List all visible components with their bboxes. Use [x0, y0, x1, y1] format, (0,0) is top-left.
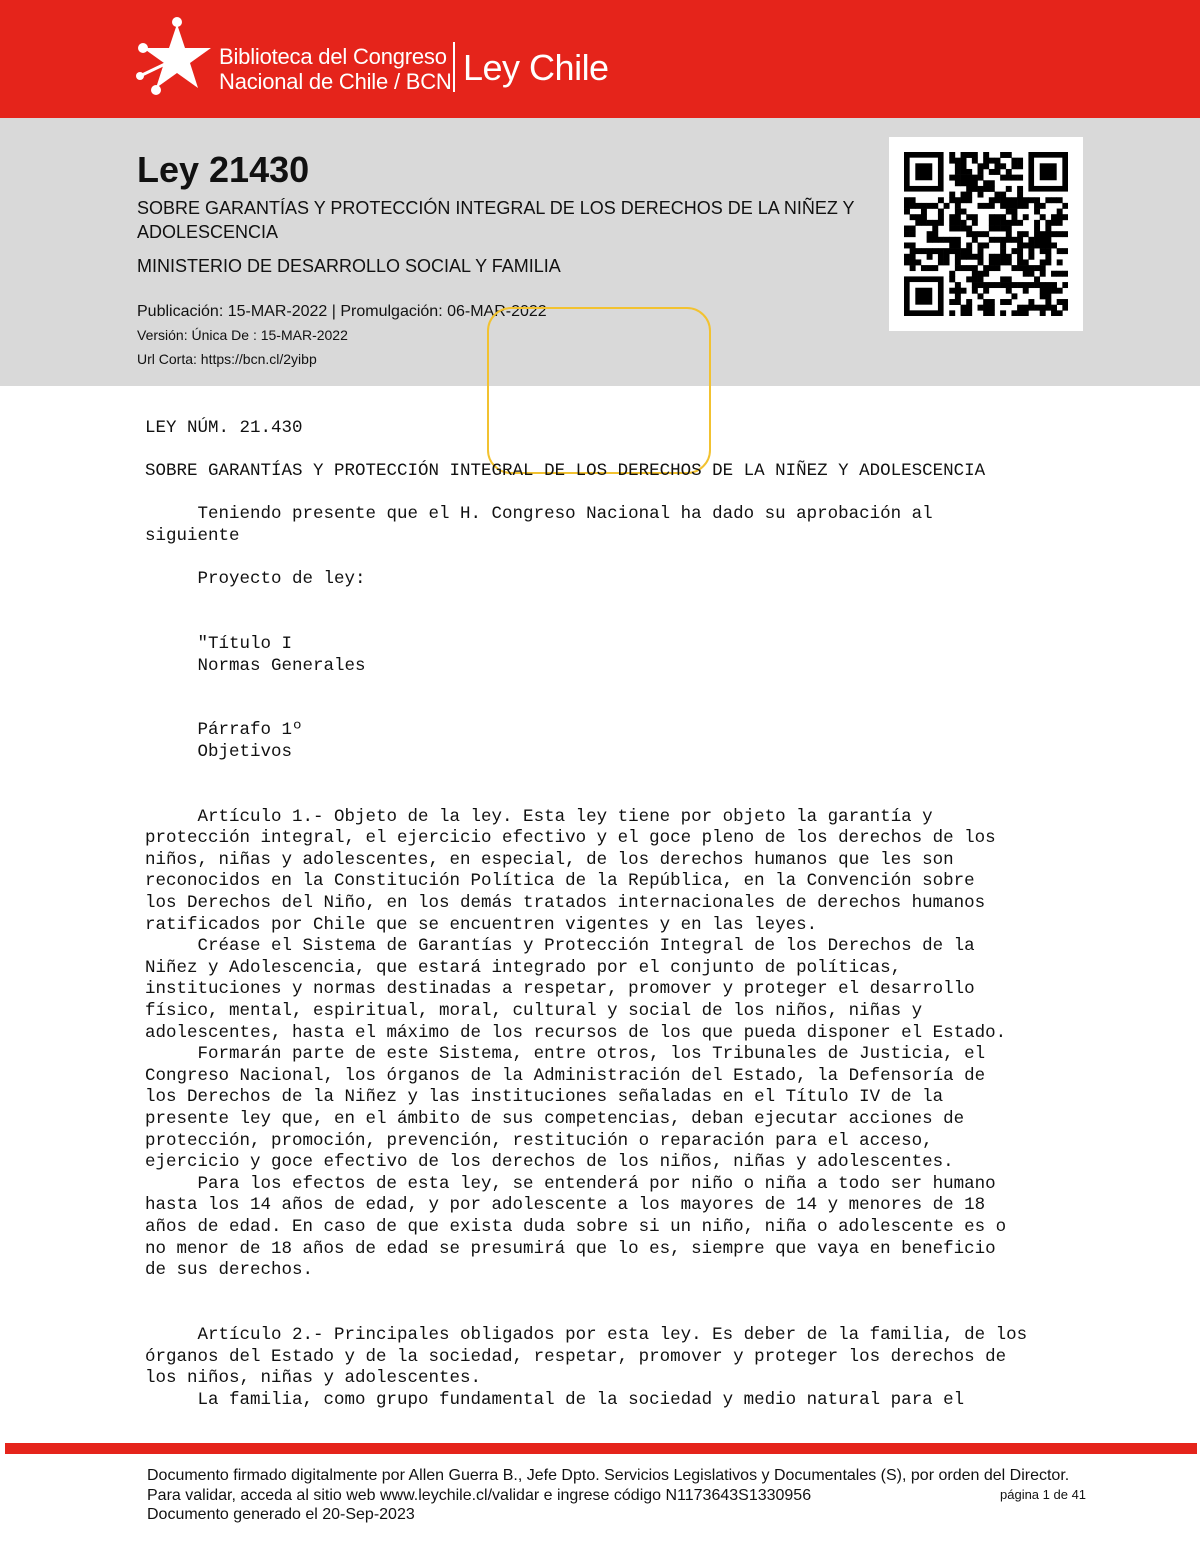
body-line: Artículo 2.- Principales obligados por esta ley. Es deber de la familia, de los	[145, 1324, 1028, 1345]
body-line	[145, 548, 1145, 570]
top-banner	[0, 0, 1200, 118]
body-line: no menor de 18 años de edad se presumirá que lo es, siempre que vaya en beneficio	[145, 1238, 996, 1259]
body-line: años de edad. En caso de que exista duda sobre si un niño, niña o adolescente es o	[145, 1216, 1007, 1237]
body-line: Congreso Nacional, los órganos de la Administración del Estado, la Defensoría de	[145, 1065, 986, 1086]
footer-bar	[5, 1443, 1197, 1454]
logo-brand: Ley Chile	[463, 47, 609, 88]
body-line	[145, 1303, 1145, 1325]
body-line: físico, mental, espiritual, moral, cultural y social de los niños, niñas y	[145, 1001, 923, 1022]
body-line: órganos del Estado y de la sociedad, respetar, promover y proteger los derechos de	[145, 1346, 1007, 1367]
body-line: ratificados por Chile que se encuentren vigentes y en las leyes.	[145, 914, 818, 935]
body-line	[145, 699, 1145, 721]
body-line	[145, 612, 1145, 634]
bcn-logo[interactable]	[135, 14, 615, 104]
body-line: los Derechos del Niño, en los demás tratados internacionales de derechos humanos	[145, 893, 986, 914]
body-line	[145, 1282, 1145, 1304]
body-line	[145, 440, 1145, 462]
body-line	[145, 591, 1145, 613]
body-line: protección, promoción, prevención, restitución o reparación para el acceso,	[145, 1130, 933, 1151]
body-line: Para los efectos de esta ley, se entenderá por niño o niña a todo ser humano	[145, 1173, 996, 1194]
body-line: Proyecto de ley:	[145, 569, 366, 590]
body-line: los niños, niñas y adolescentes.	[145, 1368, 482, 1389]
body-line: SOBRE GARANTÍAS Y PROTECCIÓN INTEGRAL DE LOS DERECHOS DE LA NIÑEZ Y ADOLESCENCIA	[145, 461, 986, 482]
body-line: niños, niñas y adolescentes, en especial, de los derechos humanos que les son	[145, 849, 954, 870]
signature-note: Documento firmado digitalmente por Allen Guerra B., Jefe Dpto. Servicios Legislativos y Documentales (S), por orden del Director.	[147, 1467, 1070, 1484]
law-body	[145, 418, 1145, 1411]
law-title: Ley 21430	[137, 149, 310, 190]
body-line	[145, 483, 1145, 505]
body-line: La familia, como grupo fundamental de la sociedad y medio natural para el	[145, 1389, 965, 1410]
body-line: siguiente	[145, 525, 240, 546]
generated-date: Documento generado el 20-Sep-2023	[147, 1506, 415, 1523]
logo-org-line1: Biblioteca del Congreso	[219, 44, 447, 69]
qr-code-icon	[904, 152, 1068, 316]
body-line: reconocidos en la Constitución Política de la República, en la Convención sobre	[145, 871, 975, 892]
body-line: ejercicio y goce efectivo de los derechos de los niños, niñas y adolescentes.	[145, 1152, 954, 1173]
body-line: Artículo 1.- Objeto de la ley. Esta ley tiene por objeto la garantía y	[145, 806, 933, 827]
body-line: adolescentes, hasta el máximo de los recursos de los que pueda disponer el Estado.	[145, 1022, 1007, 1043]
body-line: los Derechos de la Niñez y las instituciones señaladas en el Título IV de la	[145, 1087, 944, 1108]
body-line: presente ley que, en el ámbito de sus competencias, deban ejecutar acciones de	[145, 1109, 965, 1129]
validation-note: Para validar, acceda al sitio web www.leychile.cl/validar e ingrese código N1173643S1330956	[147, 1487, 812, 1504]
body-line: "Título I	[145, 633, 293, 654]
body-line: de sus derechos.	[145, 1260, 314, 1281]
logo-divider	[453, 42, 455, 92]
body-line: Créase el Sistema de Garantías y Protección Integral de los Derechos de la	[145, 936, 975, 957]
short-url[interactable]: Url Corta: https://bcn.cl/2yibp	[137, 351, 317, 367]
body-line: hasta los 14 años de edad, y por adolescente a los mayores de 14 y menores de 18	[145, 1195, 986, 1216]
ministry-name: MINISTERIO DE DESARROLLO SOCIAL Y FAMILIA	[137, 256, 561, 276]
body-line	[145, 785, 1145, 807]
body-line: instituciones y normas destinadas a respetar, promover y proteger el desarrollo	[145, 979, 975, 1000]
body-line: protección integral, el ejercicio efectivo y el goce pleno de los derechos de los	[145, 828, 996, 849]
logo-org-line2: Nacional de Chile / BCN	[219, 69, 452, 94]
body-line: Párrafo 1º	[145, 720, 303, 741]
body-line: LEY NÚM. 21.430	[145, 418, 303, 438]
qr-code	[889, 137, 1083, 331]
body-line: Teniendo presente que el H. Congreso Nacional ha dado su aprobación al	[145, 504, 933, 525]
body-line: Normas Generales	[145, 655, 366, 676]
law-subtitle: SOBRE GARANTÍAS Y PROTECCIÓN INTEGRAL DE LOS DERECHOS DE LA NIÑEZ Y ADOLESCENCIA	[137, 198, 855, 242]
body-line	[145, 677, 1145, 699]
version-info: Versión: Única De : 15-MAR-2022	[137, 327, 348, 343]
star-logo-icon	[135, 14, 215, 104]
body-line: Objetivos	[145, 741, 293, 762]
body-line: Formarán parte de este Sistema, entre otros, los Tribunales de Justicia, el	[145, 1044, 986, 1065]
logo-org-name	[219, 44, 452, 94]
page-number: página 1 de 41	[1000, 1487, 1087, 1502]
body-line	[145, 764, 1145, 786]
body-line: Niñez y Adolescencia, que estará integrado por el conjunto de políticas,	[145, 957, 902, 978]
publication-dates: Publicación: 15-MAR-2022 | Promulgación: 06-MAR-2022	[137, 303, 547, 320]
